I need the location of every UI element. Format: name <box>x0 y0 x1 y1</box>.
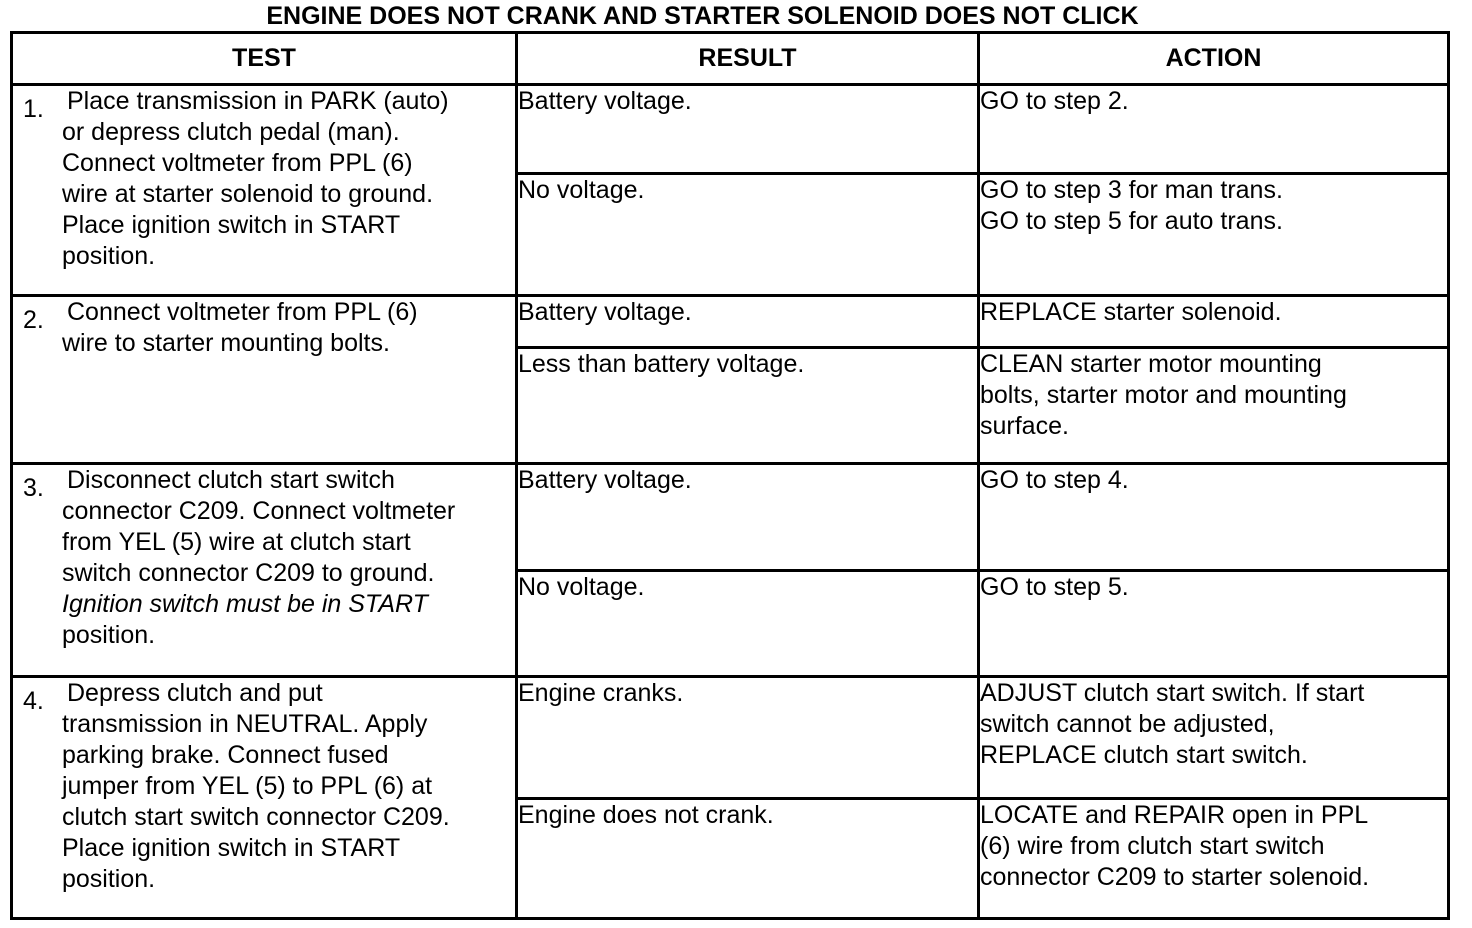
action-line: ADJUST clutch start switch. If start <box>980 679 1365 707</box>
result-cell: Engine does not crank. <box>517 799 979 919</box>
header-result: RESULT <box>517 33 979 85</box>
step-number: 2. <box>23 306 44 334</box>
step-number: 1. <box>23 95 44 123</box>
test-line: clutch start switch connector C209. <box>62 803 450 831</box>
result-cell: No voltage. <box>517 571 979 677</box>
test-line: Disconnect clutch start switch <box>67 466 395 494</box>
page-title: ENGINE DOES NOT CRANK AND STARTER SOLENOID DOES NOT CLICK <box>266 2 1139 30</box>
step-number: 3. <box>23 474 44 502</box>
header-test: TEST <box>12 33 517 85</box>
test-instructions <box>62 297 515 359</box>
test-line: wire at starter solenoid to ground. <box>62 180 434 208</box>
action-line: REPLACE starter solenoid. <box>980 298 1282 326</box>
test-line: position. <box>62 242 156 270</box>
action-line: GO to step 2. <box>980 87 1129 115</box>
test-line: transmission in NEUTRAL. Apply <box>62 710 428 738</box>
result-cell: Battery voltage. <box>517 464 979 571</box>
action-line: connector C209 to starter solenoid. <box>980 863 1370 891</box>
result-cell: Battery voltage. <box>517 85 979 174</box>
test-step-2 <box>12 296 517 464</box>
action-cell <box>979 296 1449 348</box>
test-line: from YEL (5) wire at clutch start <box>62 528 411 556</box>
test-line: Connect voltmeter from PPL (6) <box>67 298 418 326</box>
test-instructions <box>62 86 515 272</box>
test-line: Ignition switch must be in START <box>62 590 428 618</box>
table-row <box>12 85 1449 174</box>
action-cell <box>979 677 1449 799</box>
action-line: bolts, starter motor and mounting <box>980 381 1347 409</box>
action-cell <box>979 799 1449 919</box>
result-cell: Less than battery voltage. <box>517 348 979 464</box>
test-step-4 <box>12 677 517 919</box>
test-instructions <box>62 465 515 651</box>
table-row <box>12 464 1449 571</box>
test-line: jumper from YEL (5) to PPL (6) at <box>62 772 433 800</box>
action-line: (6) wire from clutch start switch <box>980 832 1325 860</box>
test-line: position. <box>62 621 156 649</box>
action-line: CLEAN starter motor mounting <box>980 350 1322 378</box>
table-row <box>12 296 1449 348</box>
test-line: position. <box>62 865 156 893</box>
test-step-3 <box>12 464 517 677</box>
test-line: or depress clutch pedal (man). <box>62 118 400 146</box>
action-cell <box>979 571 1449 677</box>
table-row <box>12 677 1449 799</box>
test-step-1 <box>12 85 517 296</box>
header-row <box>12 33 1449 85</box>
result-cell: No voltage. <box>517 174 979 296</box>
action-line: GO to step 5. <box>980 573 1129 601</box>
diagnostic-table <box>10 31 1450 920</box>
test-instructions <box>62 678 515 895</box>
result-cell: Engine cranks. <box>517 677 979 799</box>
action-line: LOCATE and REPAIR open in PPL <box>980 801 1369 829</box>
test-line: connector C209. Connect voltmeter <box>62 497 456 525</box>
test-line: switch connector C209 to ground. <box>62 559 435 587</box>
action-line: surface. <box>980 412 1069 440</box>
action-cell <box>979 85 1449 174</box>
action-cell <box>979 174 1449 296</box>
test-line: Place ignition switch in START <box>62 211 401 239</box>
action-cell <box>979 348 1449 464</box>
test-line: Place ignition switch in START <box>62 834 401 862</box>
result-cell: Battery voltage. <box>517 296 979 348</box>
test-line: Depress clutch and put <box>67 679 323 707</box>
header-action: ACTION <box>979 33 1449 85</box>
action-line: GO to step 5 for auto trans. <box>980 207 1283 235</box>
action-line: switch cannot be adjusted, <box>980 710 1275 738</box>
action-line: REPLACE clutch start switch. <box>980 741 1308 769</box>
step-number: 4. <box>23 687 44 715</box>
test-line: Place transmission in PARK (auto) <box>67 87 449 115</box>
test-line: parking brake. Connect fused <box>62 741 389 769</box>
action-cell <box>979 464 1449 571</box>
action-line: GO to step 4. <box>980 466 1129 494</box>
test-line: Connect voltmeter from PPL (6) <box>62 149 413 177</box>
action-line: GO to step 3 for man trans. <box>980 176 1283 204</box>
test-line: wire to starter mounting bolts. <box>62 329 390 357</box>
